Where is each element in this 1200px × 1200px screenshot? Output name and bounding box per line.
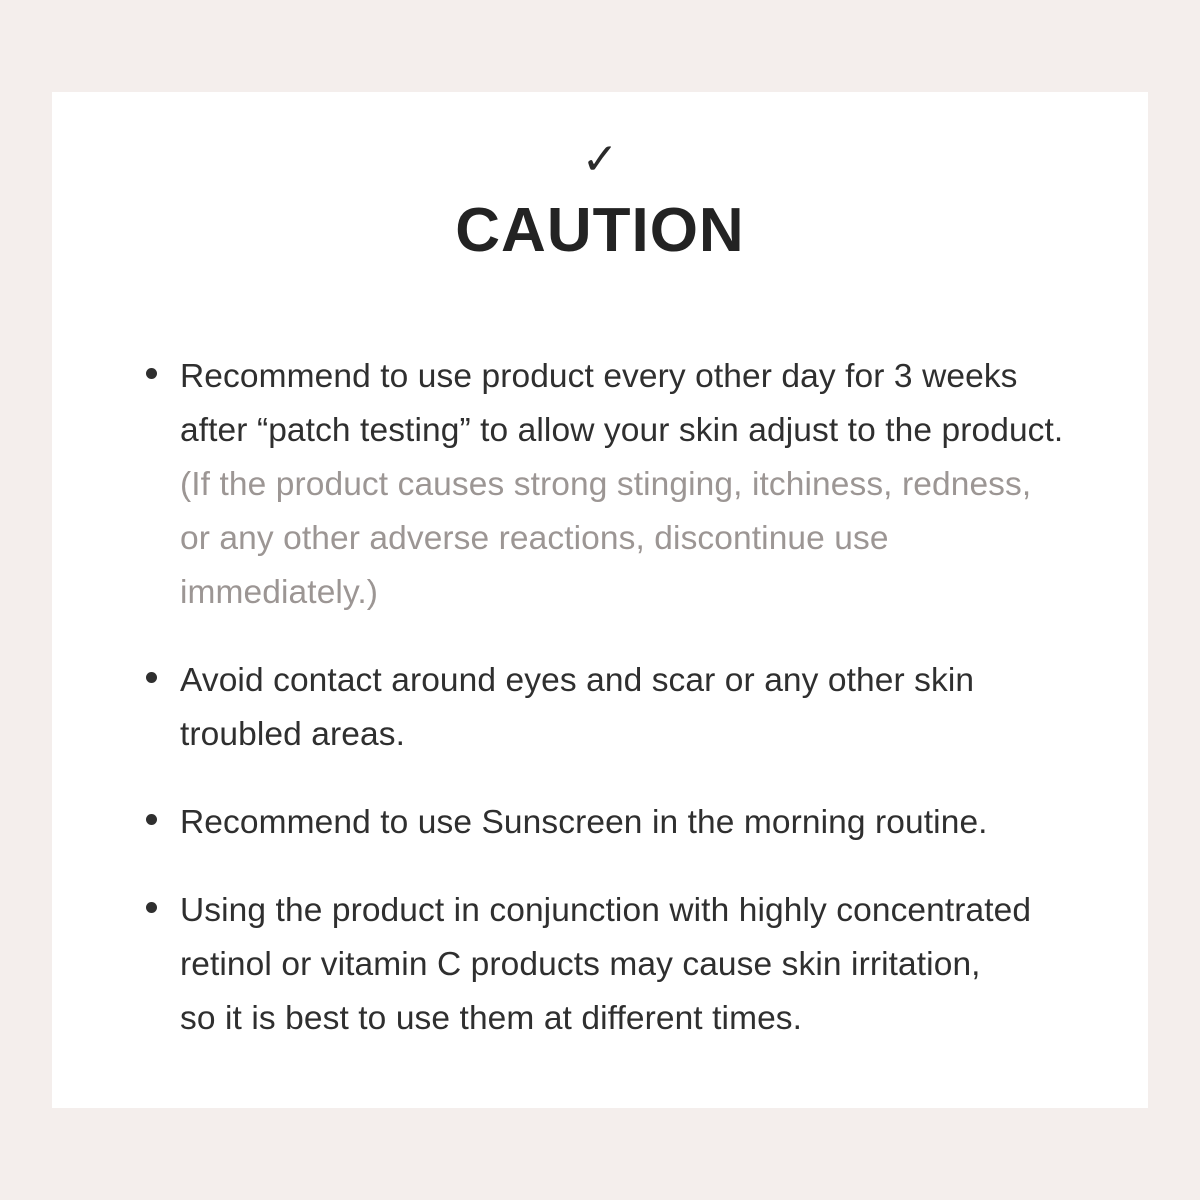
list-item-line: retinol or vitamin C products may cause skin irritation, xyxy=(180,946,981,983)
bullet-dot-icon xyxy=(146,814,157,825)
list-item xyxy=(98,350,1108,620)
list-item-line: Recommend to use product every other day for 3 weeks xyxy=(180,358,1018,395)
check-icon: ✓ xyxy=(581,134,619,185)
list-item-line: Recommend to use Sunscreen in the morning routine. xyxy=(180,804,988,841)
caution-card xyxy=(52,92,1148,1108)
list-item-line: Avoid contact around eyes and scar or any other skin xyxy=(180,662,975,699)
list-item-line: (If the product causes strong stinging, itchiness, redness, xyxy=(180,466,1032,503)
caution-list xyxy=(98,350,1108,1046)
bullet-dot-icon xyxy=(146,672,157,683)
list-item-line: troubled areas. xyxy=(180,716,405,753)
page-title: CAUTION xyxy=(455,196,745,265)
list-item-line: Using the product in conjunction with highly concentrated xyxy=(180,892,1032,929)
list-item xyxy=(98,654,1108,762)
list-item-line: immediately.) xyxy=(180,574,378,611)
list-item xyxy=(98,884,1108,1046)
list-item-line: or any other adverse reactions, discontinue use xyxy=(180,520,889,557)
list-item-line: so it is best to use them at different times. xyxy=(180,1000,803,1037)
bullet-dot-icon xyxy=(146,902,157,913)
list-item-line: after “patch testing” to allow your skin adjust to the product. xyxy=(180,412,1064,449)
list-item xyxy=(98,796,1108,850)
bullet-dot-icon xyxy=(146,368,157,379)
